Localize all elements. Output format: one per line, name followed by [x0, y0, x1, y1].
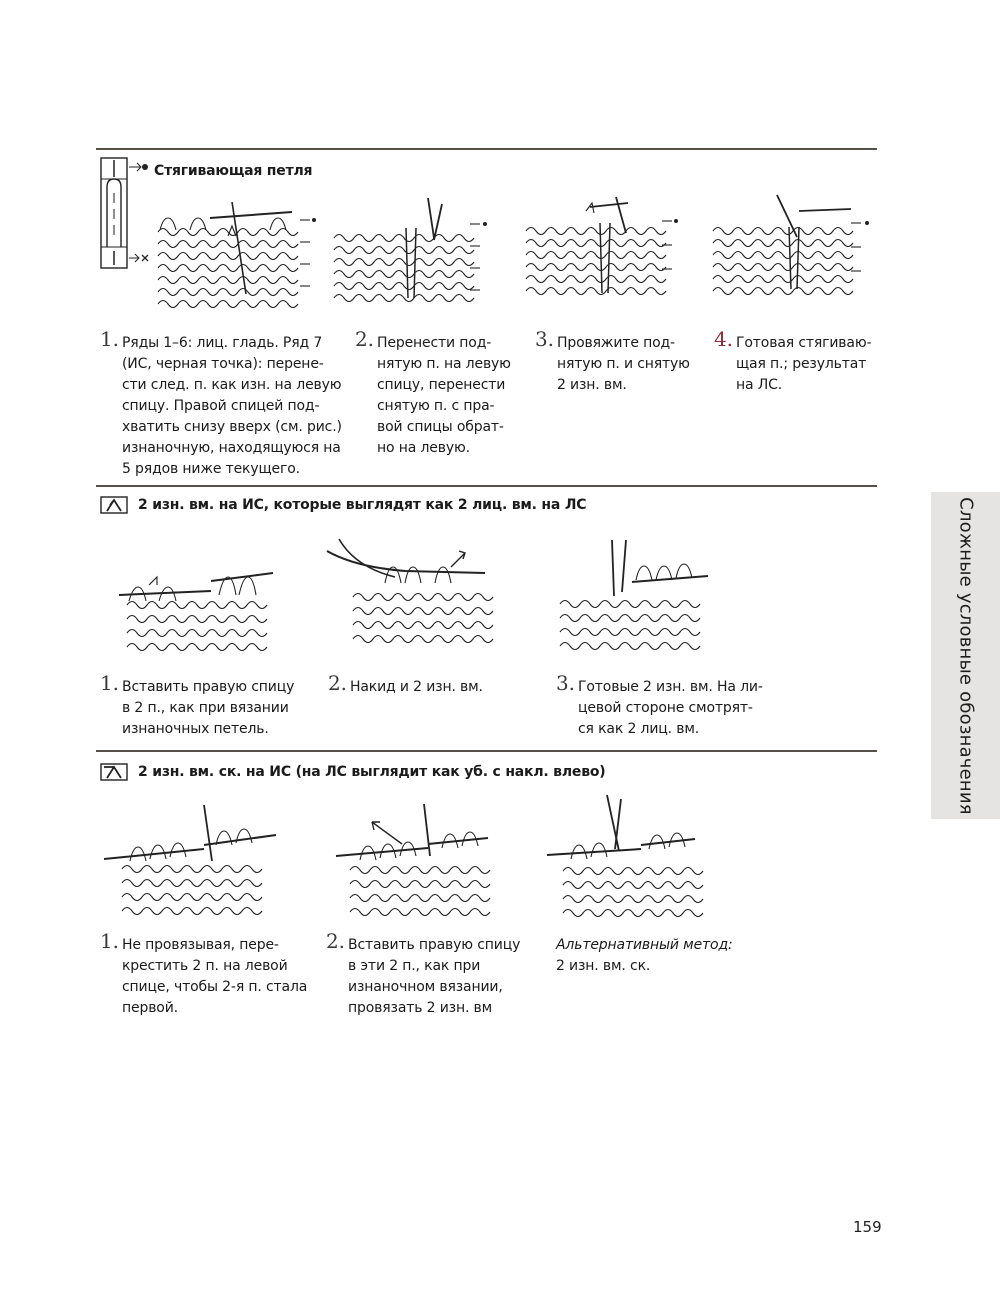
side-tab — [931, 492, 1000, 819]
step-line: 2 изн. вм. — [557, 377, 627, 393]
step-line: Провяжите под- — [557, 335, 675, 351]
section-1-top-rule — [96, 148, 877, 150]
step-number: 2. — [326, 929, 345, 953]
step-line: крестить 2 п. на левой — [122, 958, 288, 974]
step-line: в эти 2 п., как при — [348, 958, 481, 974]
step-line: Готовые 2 изн. вм. На ли- — [578, 679, 763, 695]
step-line: спицу. Правой спицей под- — [122, 398, 320, 414]
step-line: цевой стороне смотрят- — [578, 700, 753, 716]
step-number: 1. — [100, 671, 119, 695]
drawn-loop-step-4-illustration — [705, 193, 880, 308]
step-number: 3. — [556, 671, 575, 695]
section-1-title: Стягивающая петля — [154, 163, 313, 179]
step-line: провязать 2 изн. вм — [348, 1000, 493, 1016]
step-line: изнаночном вязании, — [348, 979, 503, 995]
step-line: Вставить правую спицу — [348, 937, 521, 953]
section-1-step-3 — [535, 327, 690, 396]
p2tog-step-3-illustration — [550, 540, 715, 665]
chart-symbol-drawn-loop — [100, 157, 152, 269]
step-line: изнаночных петель. — [122, 721, 269, 737]
section-2-title: 2 изн. вм. на ИС, которые выглядят как 2 лиц. вм. на ЛС — [138, 497, 587, 513]
p2tog-step-1-illustration — [115, 555, 280, 665]
step-line: Ряды 1–6: лиц. гладь. Ряд 7 — [122, 335, 323, 351]
step-number: 1. — [100, 929, 119, 953]
step-number: 1. — [100, 327, 119, 351]
step-line: ся как 2 лиц. вм. — [578, 721, 700, 737]
side-tab-label: Сложные условные обозначения — [955, 496, 976, 815]
p2tog-step-2-illustration — [325, 537, 510, 657]
step-number: 2. — [328, 671, 347, 695]
section-1-step-1 — [100, 327, 342, 480]
step-line: щая п.; результат — [736, 356, 867, 372]
step-line: Готовая стягиваю- — [736, 335, 872, 351]
ssp-step-2-illustration — [332, 800, 507, 920]
alternative-method-text: 2 изн. вм. ск. — [556, 958, 651, 974]
section-3-step-1 — [100, 929, 308, 1019]
step-line: нятую п. на левую — [377, 356, 511, 372]
step-line: сти след. п. как изн. на левую — [122, 377, 342, 393]
section-2-step-2 — [328, 671, 483, 698]
step-line: но на левую. — [377, 440, 470, 456]
step-line: нятую п. и снятую — [557, 356, 690, 372]
step-line: первой. — [122, 1000, 178, 1016]
step-number: 3. — [535, 327, 554, 351]
step-line: хватить снизу вверх (см. рис.) — [122, 419, 342, 435]
step-line: снятую п. с пра- — [377, 398, 495, 414]
section-2-step-3 — [556, 671, 763, 740]
step-line: на ЛС. — [736, 377, 783, 393]
ssp-alternative-illustration — [545, 795, 715, 920]
step-line: спице, чтобы 2-я п. стала — [122, 979, 308, 995]
chart-symbol-ssp-icon — [100, 763, 128, 781]
step-line: спицу, перенести — [377, 377, 506, 393]
section-3-top-rule — [96, 750, 877, 752]
ssp-step-1-illustration — [100, 805, 280, 920]
step-line: изнаночную, находящуюся на — [122, 440, 341, 456]
drawn-loop-step-2-illustration — [330, 198, 495, 313]
section-3-step-2 — [326, 929, 521, 1019]
section-1-step-4 — [714, 327, 872, 396]
page-number: 159 — [853, 1218, 882, 1236]
step-line: (ИС, черная точка): перене- — [122, 356, 324, 372]
chart-symbol-p2tog-icon — [100, 496, 128, 514]
step-line: Накид и 2 изн. вм. — [350, 679, 483, 695]
step-line: вой спицы обрат- — [377, 419, 504, 435]
drawn-loop-step-3-illustration — [520, 193, 685, 308]
step-line: Не провязывая, пере- — [122, 937, 279, 953]
drawn-loop-step-1-illustration — [150, 202, 325, 317]
step-number: 4. — [714, 327, 733, 351]
step-number: 2. — [355, 327, 374, 351]
step-line: Перенести под- — [377, 335, 492, 351]
alternative-method-title: Альтернативный метод: — [556, 937, 733, 953]
step-line: в 2 п., как при вязании — [122, 700, 289, 716]
section-3-title: 2 изн. вм. ск. на ИС (на ЛС выглядит как уб. с накл. влево) — [138, 764, 606, 780]
section-2-top-rule — [96, 485, 877, 487]
section-3-alternative — [556, 935, 733, 977]
section-1-step-2 — [355, 327, 511, 459]
step-line: 5 рядов ниже текущего. — [122, 461, 300, 477]
step-line: Вставить правую спицу — [122, 679, 295, 695]
section-2-step-1 — [100, 671, 295, 740]
